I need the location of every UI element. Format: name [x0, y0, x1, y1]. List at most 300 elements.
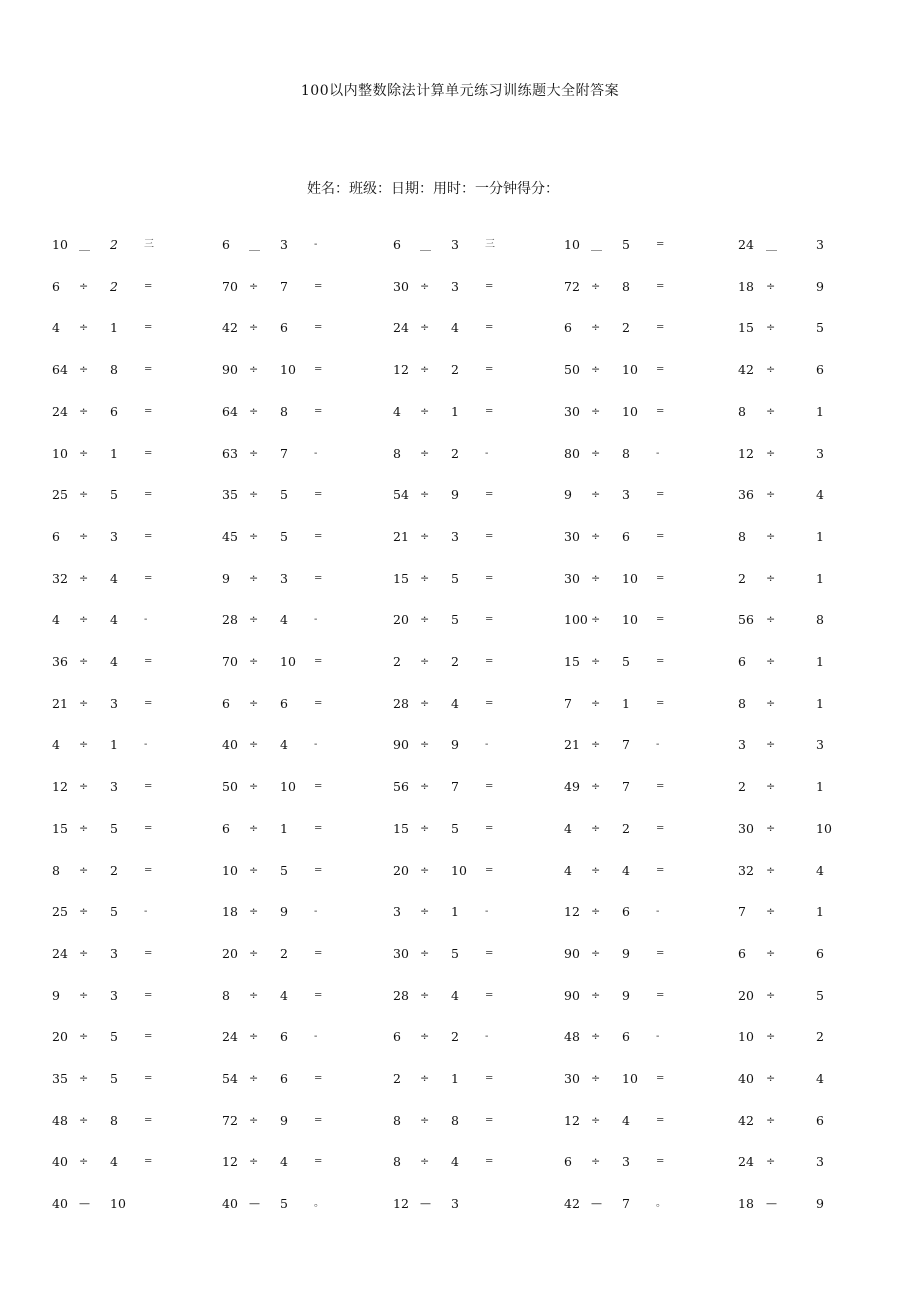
dividend: 20 [738, 987, 754, 1003]
equals-sign: - [144, 614, 148, 626]
divisor: 6 [110, 403, 118, 419]
dividend: 6 [738, 654, 746, 669]
divisor: 3 [110, 695, 118, 711]
divisor: 7 [622, 737, 630, 753]
operator: ÷ [249, 1113, 259, 1127]
equals-sign: = [485, 1073, 494, 1084]
equals-sign: = [656, 989, 665, 1001]
dividend: 24 [52, 945, 68, 961]
equals-sign: = [144, 864, 153, 876]
divisor: 5 [110, 1029, 118, 1045]
divisor: 7 [451, 779, 459, 795]
operator: ÷ [766, 655, 776, 668]
operator: ÷ [249, 780, 259, 794]
equals-sign: = [485, 781, 494, 793]
operator: ÷ [766, 1155, 776, 1169]
operator: ÷ [249, 1072, 259, 1085]
dividend: 10 [222, 862, 238, 878]
dividend: 30 [564, 1071, 580, 1086]
page-title: 100以内整数除法计算单元练习训练题大全附答案 [300, 83, 620, 99]
equals-sign: = [314, 864, 323, 876]
operator: ÷ [249, 404, 259, 418]
operator: ÷ [249, 446, 259, 460]
operator: ÷ [249, 1155, 259, 1169]
operator: __ [591, 238, 602, 251]
divisor: 1 [816, 695, 824, 711]
operator: ÷ [591, 821, 601, 835]
divisor: 6 [622, 528, 630, 544]
dividend: 90 [564, 945, 580, 961]
dividend: 8 [393, 445, 401, 461]
divisor: 4 [280, 612, 288, 628]
divisor: 6 [622, 1029, 630, 1045]
divisor: 5 [622, 654, 630, 669]
dividend: 9 [52, 987, 60, 1003]
equals-sign: = [314, 572, 323, 584]
equals-sign: = [144, 947, 153, 959]
operator: ÷ [591, 863, 601, 877]
operator: ÷ [420, 780, 430, 794]
equals-sign: 。 [656, 1198, 666, 1210]
divisor: 10 [622, 612, 638, 628]
equals-sign: = [485, 947, 494, 959]
divisor: 3 [110, 987, 118, 1003]
equals-sign: - [314, 739, 318, 751]
dividend: 48 [52, 1112, 68, 1128]
divisor: 7 [280, 278, 288, 294]
divisor: 10 [280, 654, 296, 669]
operator: ÷ [249, 529, 259, 543]
divisor: 5 [451, 945, 459, 961]
divisor: 1 [451, 403, 459, 419]
equals-sign: = [314, 489, 323, 501]
divisor: 5 [816, 320, 824, 336]
equals-sign: - [656, 739, 660, 751]
dividend: 8 [52, 862, 60, 878]
equals-sign: - [314, 239, 318, 250]
divisor: 2 [110, 237, 118, 252]
dividend: 10 [52, 237, 68, 252]
dividend: 18 [738, 1196, 754, 1212]
operator: ÷ [420, 1030, 430, 1044]
equals-sign: - [485, 447, 489, 459]
dividend: 32 [738, 862, 754, 878]
divisor: 6 [816, 362, 824, 378]
divisor: 9 [280, 1112, 288, 1128]
divisor: 3 [451, 237, 459, 252]
divisor: 3 [280, 570, 288, 586]
dividend: 48 [564, 1029, 580, 1045]
dividend: 21 [52, 695, 68, 711]
operator: ÷ [79, 821, 89, 835]
equals-sign: 。 [314, 1198, 324, 1210]
equals-sign: - [485, 906, 489, 918]
equals-sign: = [485, 864, 494, 876]
divisor: 8 [451, 1112, 459, 1128]
operator: ÷ [249, 863, 259, 877]
equals-sign: = [144, 781, 153, 793]
divisor: 4 [280, 1154, 288, 1170]
operator: — [766, 1197, 777, 1211]
divisor: 10 [451, 862, 467, 878]
operator: ÷ [591, 446, 601, 460]
dividend: 4 [52, 737, 60, 753]
divisor: 10 [622, 570, 638, 586]
divisor: 3 [451, 1196, 459, 1212]
operator: ÷ [79, 571, 89, 585]
equals-sign: = [314, 989, 323, 1001]
dividend: 6 [393, 237, 401, 252]
operator: ÷ [591, 905, 601, 919]
divisor: 1 [110, 737, 118, 753]
dividend: 15 [564, 654, 580, 669]
operator: ÷ [766, 363, 776, 377]
operator: ÷ [766, 738, 776, 752]
divisor: 5 [110, 1071, 118, 1086]
divisor: 3 [622, 1154, 630, 1170]
equals-sign: = [656, 239, 665, 250]
dividend: 30 [564, 528, 580, 544]
dividend: 20 [393, 612, 409, 628]
operator: ÷ [591, 655, 601, 668]
dividend: 42 [222, 320, 238, 336]
divisor: 9 [451, 737, 459, 753]
equals-sign: = [314, 947, 323, 959]
operator: ÷ [249, 738, 259, 752]
divisor: 4 [451, 1154, 459, 1170]
dividend: 28 [222, 612, 238, 628]
divisor: 4 [451, 987, 459, 1003]
dividend: 4 [52, 612, 60, 628]
equals-sign: = [314, 697, 323, 709]
divisor: 9 [816, 1196, 824, 1212]
operator: ÷ [79, 863, 89, 877]
operator: ÷ [591, 571, 601, 585]
equals-sign: = [314, 530, 323, 542]
equals-sign: = [485, 280, 494, 292]
dividend: 42 [738, 1112, 754, 1128]
dividend: 4 [393, 403, 401, 419]
dividend: 35 [222, 487, 238, 503]
divisor: 2 [622, 820, 630, 836]
dividend: 6 [52, 278, 60, 294]
operator: ÷ [420, 988, 430, 1002]
divisor: 10 [816, 820, 832, 836]
divisor: 7 [622, 779, 630, 795]
equals-sign: = [656, 280, 665, 292]
divisor: 8 [280, 403, 288, 419]
dividend: 6 [222, 695, 230, 711]
operator: ÷ [249, 279, 259, 293]
operator: ÷ [420, 905, 430, 919]
dividend: 40 [52, 1154, 68, 1170]
student-info-line: 姓名：班级：日期：用时：一分钟得分： [307, 181, 559, 197]
divisor: 2 [451, 1029, 459, 1045]
divisor: 1 [622, 695, 630, 711]
dividend: 50 [222, 779, 238, 795]
dividend: 36 [52, 654, 68, 669]
equals-sign: = [144, 572, 153, 584]
dividend: 70 [222, 654, 238, 669]
divisor: 9 [451, 487, 459, 503]
operator: ÷ [79, 1113, 89, 1127]
operator: ÷ [79, 488, 89, 502]
dividend: 6 [738, 945, 746, 961]
dividend: 54 [222, 1071, 238, 1086]
equals-sign: = [485, 1156, 494, 1168]
operator: __ [249, 238, 260, 251]
dividend: 24 [738, 237, 754, 252]
operator: ÷ [766, 988, 776, 1002]
dividend: 2 [393, 1071, 401, 1086]
operator: ÷ [79, 404, 89, 418]
operator: ÷ [249, 613, 259, 627]
dividend: 21 [393, 528, 409, 544]
equals-sign: = [314, 280, 323, 292]
equals-sign: = [144, 1073, 153, 1084]
operator: ÷ [766, 821, 776, 835]
equals-sign: = [485, 405, 494, 417]
operator: — [79, 1197, 90, 1211]
equals-sign: = [656, 947, 665, 959]
dividend: 12 [222, 1154, 238, 1170]
dividend: 4 [564, 820, 572, 836]
equals-sign: = [144, 489, 153, 501]
dividend: 90 [564, 987, 580, 1003]
dividend: 25 [52, 487, 68, 503]
dividend: 40 [222, 737, 238, 753]
operator: ÷ [591, 738, 601, 752]
operator: ÷ [420, 571, 430, 585]
divisor: 8 [816, 612, 824, 628]
divisor: 4 [816, 862, 824, 878]
equals-sign: = [144, 1156, 153, 1168]
equals-sign: = [656, 364, 665, 376]
equals-sign: = [656, 1114, 665, 1126]
operator: ÷ [591, 529, 601, 543]
divisor: 1 [110, 445, 118, 461]
dividend: 63 [222, 445, 238, 461]
dividend: 28 [393, 695, 409, 711]
dividend: 32 [52, 570, 68, 586]
dividend: 8 [222, 987, 230, 1003]
divisor: 2 [110, 278, 118, 294]
operator: ÷ [79, 363, 89, 377]
equals-sign: = [144, 697, 153, 709]
operator: ÷ [249, 571, 259, 585]
operator: ÷ [591, 1113, 601, 1127]
operator: ÷ [766, 1072, 776, 1085]
operator: ÷ [591, 780, 601, 794]
divisor: 2 [280, 945, 288, 961]
divisor: 1 [110, 320, 118, 336]
equals-sign: = [144, 280, 153, 292]
equals-sign: = [144, 989, 153, 1001]
operator: ÷ [420, 863, 430, 877]
equals-sign: - [314, 447, 318, 459]
operator: ÷ [591, 613, 601, 627]
operator: ÷ [591, 1155, 601, 1169]
equals-sign: = [656, 1156, 665, 1168]
divisor: 4 [110, 654, 118, 669]
operator: ÷ [766, 780, 776, 794]
operator: ÷ [766, 321, 776, 335]
operator: ÷ [79, 529, 89, 543]
operator: ÷ [591, 404, 601, 418]
divisor: 3 [110, 779, 118, 795]
divisor: 2 [622, 320, 630, 336]
operator: ÷ [79, 738, 89, 752]
dividend: 12 [393, 362, 409, 378]
dividend: 70 [222, 278, 238, 294]
divisor: 1 [816, 654, 824, 669]
equals-sign: = [656, 530, 665, 542]
operator: ÷ [420, 1155, 430, 1169]
operator: ÷ [420, 404, 430, 418]
dividend: 21 [564, 737, 580, 753]
dividend: 40 [738, 1071, 754, 1086]
dividend: 2 [393, 654, 401, 669]
dividend: 20 [393, 862, 409, 878]
dividend: 15 [393, 820, 409, 836]
dividend: 12 [564, 1112, 580, 1128]
operator: __ [766, 238, 777, 251]
dividend: 20 [52, 1029, 68, 1045]
equals-sign: = [314, 1114, 323, 1126]
dividend: 25 [52, 904, 68, 920]
operator: ÷ [249, 655, 259, 668]
equals-sign: = [656, 781, 665, 793]
dividend: 90 [393, 737, 409, 753]
operator: __ [420, 238, 431, 251]
equals-sign: = [314, 1156, 323, 1168]
equals-sign: = [314, 656, 323, 667]
dividend: 8 [393, 1112, 401, 1128]
equals-sign: - [656, 447, 660, 459]
dividend: 6 [222, 237, 230, 252]
divisor: 6 [280, 695, 288, 711]
dividend: 90 [222, 362, 238, 378]
divisor: 4 [816, 1071, 824, 1086]
operator: ÷ [420, 821, 430, 835]
equals-sign: = [144, 405, 153, 417]
dividend: 40 [222, 1196, 238, 1212]
equals-sign: - [485, 739, 489, 751]
divisor: 6 [280, 1071, 288, 1086]
dividend: 7 [564, 695, 572, 711]
divisor: 5 [110, 820, 118, 836]
divisor: 3 [816, 445, 824, 461]
equals-sign: = [485, 1114, 494, 1126]
operator: ÷ [420, 446, 430, 460]
equals-sign: 三 [485, 239, 495, 250]
operator: ÷ [766, 863, 776, 877]
dividend: 28 [393, 987, 409, 1003]
divisor: 4 [280, 987, 288, 1003]
divisor: 3 [110, 945, 118, 961]
operator: ÷ [420, 655, 430, 668]
dividend: 10 [564, 237, 580, 252]
operator: ÷ [79, 988, 89, 1002]
divisor: 10 [280, 779, 296, 795]
divisor: 8 [622, 278, 630, 294]
divisor: 4 [622, 862, 630, 878]
equals-sign: - [314, 614, 318, 626]
divisor: 5 [110, 904, 118, 920]
dividend: 6 [564, 1154, 572, 1170]
divisor: 6 [280, 320, 288, 336]
operator: ÷ [766, 1113, 776, 1127]
operator: ÷ [420, 696, 430, 710]
operator: ÷ [766, 488, 776, 502]
dividend: 3 [393, 904, 401, 920]
dividend: 30 [564, 570, 580, 586]
equals-sign: = [144, 822, 153, 834]
operator: ÷ [591, 946, 601, 960]
operator: ÷ [420, 613, 430, 627]
dividend: 6 [393, 1029, 401, 1045]
dividend: 30 [564, 403, 580, 419]
dividend: 15 [52, 820, 68, 836]
operator: ÷ [766, 696, 776, 710]
divisor: 8 [110, 362, 118, 378]
dividend: 12 [52, 779, 68, 795]
divisor: 10 [110, 1196, 126, 1212]
operator: ÷ [766, 404, 776, 418]
dividend: 2 [738, 570, 746, 586]
divisor: 1 [451, 904, 459, 920]
dividend: 4 [52, 320, 60, 336]
operator: ÷ [420, 488, 430, 502]
dividend: 24 [52, 403, 68, 419]
operator: ÷ [591, 988, 601, 1002]
equals-sign: = [656, 656, 665, 667]
operator: — [420, 1197, 431, 1211]
equals-sign: = [485, 822, 494, 834]
dividend: 3 [738, 737, 746, 753]
operator: ÷ [79, 1072, 89, 1085]
dividend: 8 [738, 695, 746, 711]
divisor: 9 [622, 945, 630, 961]
dividend: 72 [222, 1112, 238, 1128]
dividend: 4 [564, 862, 572, 878]
divisor: 8 [110, 1112, 118, 1128]
equals-sign: = [485, 364, 494, 376]
operator: ÷ [766, 613, 776, 627]
dividend: 64 [222, 403, 238, 419]
divisor: 3 [816, 737, 824, 753]
operator: ÷ [79, 905, 89, 919]
equals-sign: = [485, 614, 494, 626]
divisor: 5 [280, 487, 288, 503]
equals-sign: = [656, 822, 665, 834]
divisor: 10 [622, 362, 638, 378]
divisor: 3 [816, 1154, 824, 1170]
divisor: 1 [451, 1071, 459, 1086]
operator: ÷ [79, 1030, 89, 1044]
operator: ÷ [79, 446, 89, 460]
equals-sign: = [144, 447, 153, 459]
operator: ÷ [79, 613, 89, 627]
divisor: 4 [816, 487, 824, 503]
dividend: 12 [738, 445, 754, 461]
dividend: 12 [564, 904, 580, 920]
divisor: 5 [451, 570, 459, 586]
equals-sign: = [656, 1073, 665, 1084]
dividend: 8 [738, 403, 746, 419]
divisor: 5 [451, 820, 459, 836]
operator: ÷ [79, 655, 89, 668]
